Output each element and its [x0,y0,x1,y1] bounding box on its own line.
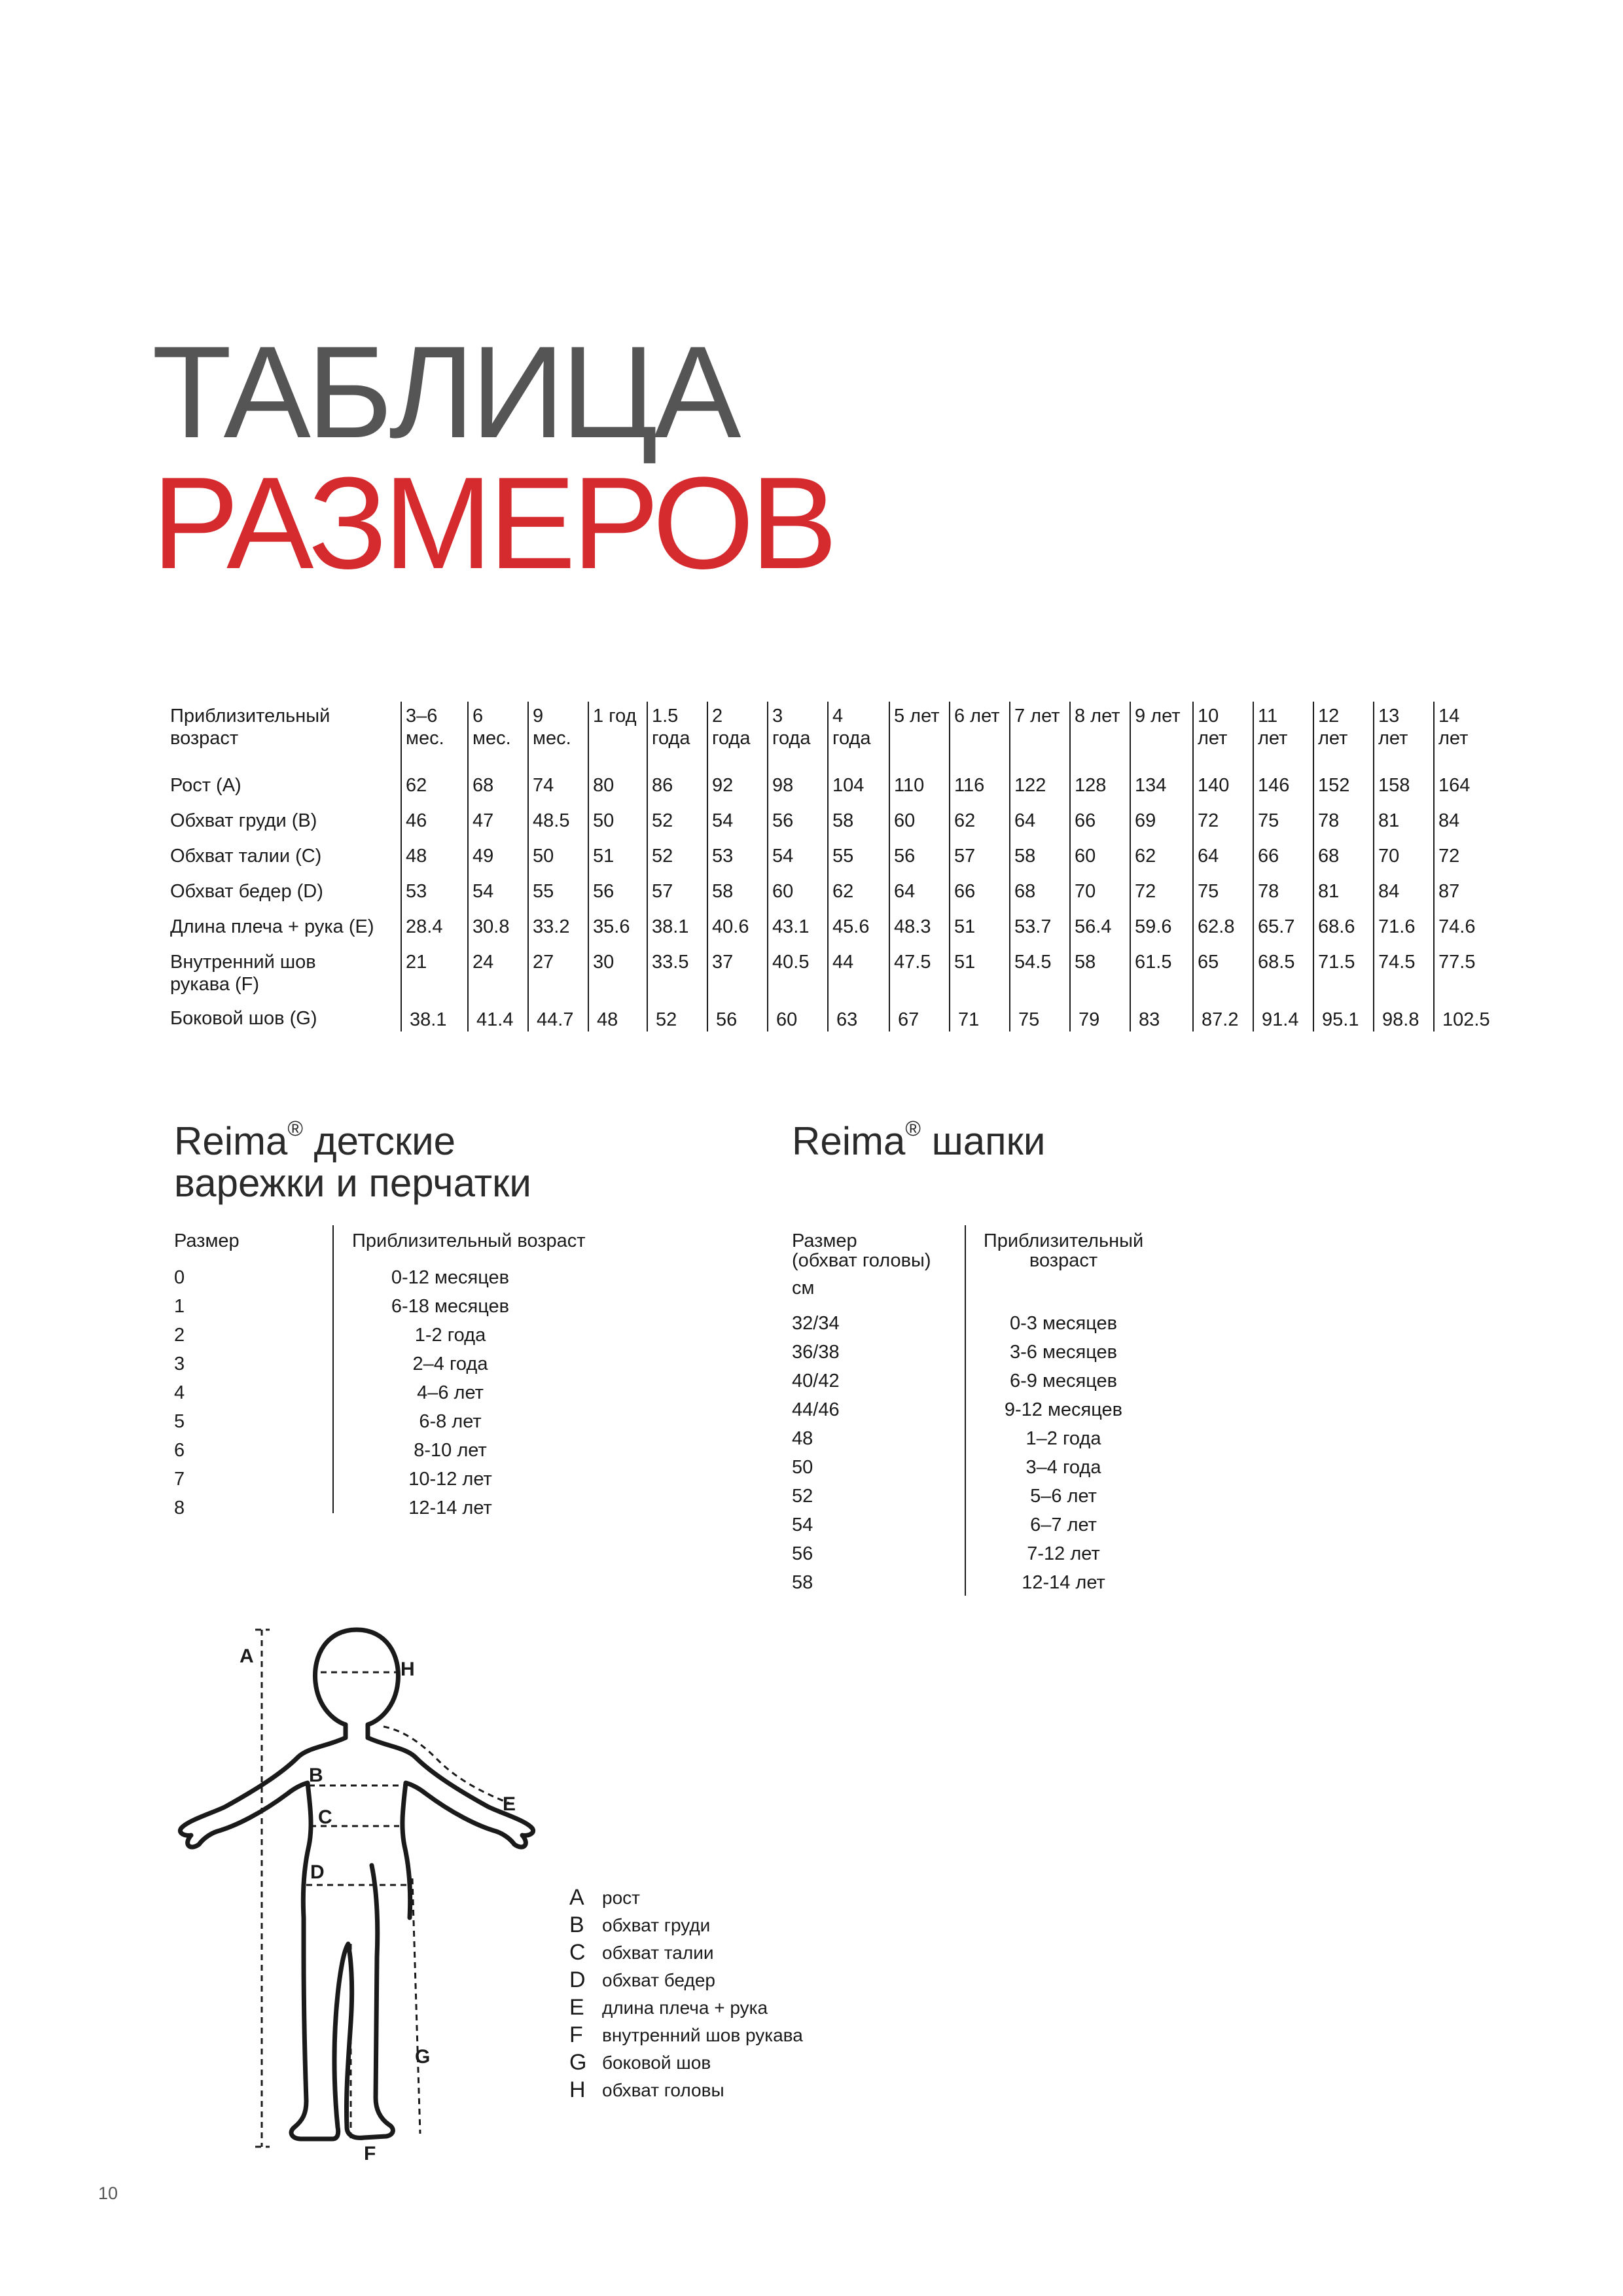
hats-age: 1–2 года [1026,1428,1101,1449]
table-column-divider [889,702,890,1031]
table-cell: 54 [473,881,494,902]
table-cell: 158 [1378,775,1410,796]
table-cell: 54 [772,846,794,867]
table-column-header: лет [1318,728,1348,749]
table-column-header: лет [1198,728,1228,749]
table-cell: 64 [1014,810,1036,831]
legend-letter: B [569,1912,584,1937]
gloves-col-size: Размер [174,1230,240,1251]
table-column-divider [1069,702,1071,1031]
table-column-header: мес. [473,728,511,749]
table-cell: 55 [832,846,854,867]
table-column-header: 14 [1438,706,1460,726]
gloves-age: 4–6 лет [417,1382,484,1403]
hats-title-rest: шапки [920,1119,1046,1163]
table-cell: 87.2 [1202,1009,1239,1030]
table-cell: 140 [1198,775,1230,796]
table-column-header: 1.5 [652,706,679,726]
gloves-age: 8-10 лет [414,1440,487,1461]
table-column-header: мес. [406,728,444,749]
registered-mark: ® [287,1117,303,1140]
table-column-header: 2 [712,706,723,726]
hats-size: 36/38 [792,1342,840,1363]
table-column-header: 7 лет [1014,706,1060,726]
table-cell: 24 [473,952,494,973]
table-cell: 68 [473,775,494,796]
gloves-size: 0 [174,1267,185,1288]
gloves-size: 5 [174,1411,185,1432]
hats-size: 52 [792,1486,813,1507]
table-column-header: лет [1438,728,1469,749]
table-cell: 62 [1135,846,1156,867]
table-cell: 58 [1014,846,1036,867]
table-cell: 91.4 [1262,1009,1299,1030]
table-cell: 56 [716,1009,738,1030]
table-cell: 104 [832,775,865,796]
table-cell: 54.5 [1014,952,1052,973]
table-cell: 58 [832,810,854,831]
table-cell: 102.5 [1442,1009,1490,1030]
table-row-label: Обхват груди (B) [170,810,317,831]
hats-size: 50 [792,1457,813,1478]
table-cell: 48.3 [894,916,931,937]
table-cell: 84 [1378,881,1400,902]
table-cell: 21 [406,952,427,973]
table-cell: 51 [954,916,976,937]
table-cell: 69 [1135,810,1156,831]
table-cell: 45.6 [832,916,870,937]
hats-size: 44/46 [792,1399,840,1420]
hats-age: 7-12 лет [1027,1543,1100,1564]
table-cell: 61.5 [1135,952,1172,973]
gloves-title-rest: детские [302,1119,455,1163]
table-cell: 48 [406,846,427,867]
table-cell: 54 [712,810,734,831]
table-column-header: лет [1378,728,1408,749]
table-cell: 80 [593,775,615,796]
table-cell: 60 [1075,846,1096,867]
table-cell: 72 [1135,881,1156,902]
table-cell: 146 [1258,775,1290,796]
table-cell: 68.6 [1318,916,1355,937]
hats-size: 54 [792,1515,813,1535]
gloves-size: 6 [174,1440,185,1461]
table-column-header: 8 лет [1075,706,1120,726]
table-cell: 58 [1075,952,1096,973]
table-row-label: Боковой шов (G) [170,1008,317,1029]
legend-text: боковой шов [602,2053,711,2073]
table-cell: 51 [593,846,615,867]
table-cell: 60 [776,1009,798,1030]
table-column-header: 3–6 [406,706,438,726]
hats-age: 9-12 месяцев [1004,1399,1123,1420]
table-cell: 74.6 [1438,916,1476,937]
table-cell: 57 [954,846,976,867]
table-cell: 47.5 [894,952,931,973]
hats-col-size-1: Размер [792,1230,857,1251]
hats-size: 32/34 [792,1313,840,1334]
table-row-label: Рост (A) [170,775,241,796]
table-cell: 122 [1014,775,1046,796]
table-cell: 62 [406,775,427,796]
table-cell: 70 [1075,881,1096,902]
table-cell: 66 [1075,810,1096,831]
table-column-divider [1009,702,1010,1031]
table-cell: 66 [1258,846,1279,867]
table-cell: 98.8 [1382,1009,1419,1030]
hats-age: 3-6 месяцев [1009,1342,1118,1363]
figure-label-b: B [309,1765,323,1786]
table-cell: 56 [593,881,615,902]
figure-right-outline [368,1738,533,1918]
table-row-label: Обхват бедер (D) [170,881,323,902]
table-cell: 50 [593,810,615,831]
table-cell: 52 [652,846,673,867]
table-cell: 70 [1378,846,1400,867]
table-cell: 43.1 [772,916,810,937]
table-cell: 62 [832,881,854,902]
table-cell: 52 [652,810,673,831]
hats-col-age-2: возраст [1029,1250,1098,1271]
hats-age: 6–7 лет [1030,1515,1097,1535]
table-cell: 58 [712,881,734,902]
table-cell: 75 [1258,810,1279,831]
table-cell: 62.8 [1198,916,1235,937]
table-column-divider [527,702,529,1031]
table-cell: 65.7 [1258,916,1295,937]
hats-brand: Reima [792,1119,906,1163]
child-measurement-figure [164,1617,556,2166]
table-column-header: года [712,728,751,749]
table-cell: 77.5 [1438,952,1476,973]
table-cell: 72 [1438,846,1460,867]
legend-letter: A [569,1885,584,1910]
table-cell: 53 [712,846,734,867]
gloves-age: 10-12 лет [408,1469,492,1490]
table-column-divider [767,702,768,1031]
table-cell: 56 [894,846,916,867]
hats-col-age-1: Приблизительный [983,1230,1144,1251]
table-cell: 67 [898,1009,919,1030]
table-cell: 134 [1135,775,1167,796]
figure-label-e: E [503,1793,516,1815]
table-cell: 71.6 [1378,916,1416,937]
table-cell: 71 [958,1009,980,1030]
hats-size: 48 [792,1428,813,1449]
gloves-size: 8 [174,1498,185,1518]
table-cell: 44 [832,952,854,973]
table-cell: 87 [1438,881,1460,902]
legend-letter: D [569,1967,586,1992]
table-cell: 66 [954,881,976,902]
table-cell: 56.4 [1075,916,1112,937]
table-cell: 74.5 [1378,952,1416,973]
table-column-header: 5 лет [894,706,940,726]
table-cell: 44.7 [537,1009,574,1030]
table-cell: 65 [1198,952,1219,973]
table-cell: 60 [894,810,916,831]
page-title-line1: ТАБЛИЦА [152,319,738,465]
table-column-divider [1192,702,1194,1031]
legend-text: обхват талии [602,1943,714,1963]
registered-mark: ® [905,1117,921,1140]
gloves-brand: Reima [174,1119,288,1163]
gloves-size: 7 [174,1469,185,1490]
hats-age: 5–6 лет [1030,1486,1097,1507]
hats-size: 56 [792,1543,813,1564]
arm-measure-line [383,1727,509,1803]
table-cell: 57 [652,881,673,902]
table-cell: 164 [1438,775,1471,796]
table-cell: 35.6 [593,916,630,937]
gloves-size: 1 [174,1296,185,1317]
table-column-header: 9 [533,706,544,726]
table-column-header: 12 [1318,706,1340,726]
table-cell: 72 [1198,810,1219,831]
table-cell: 51 [954,952,976,973]
hats-title [792,1113,1045,1162]
table-column-divider [1253,702,1254,1031]
table-cell: 78 [1258,881,1279,902]
legend-text: внутренний шов рукава [602,2025,803,2045]
table-column-header: 6 [473,706,484,726]
table-cell: 116 [954,775,985,796]
table-column-header: года [832,728,871,749]
table-cell: 110 [894,775,925,796]
table-cell: 98 [772,775,794,796]
hats-age: 0-3 месяцев [1009,1313,1118,1334]
hats-size: 40/42 [792,1371,840,1391]
table-cell: 50 [533,846,554,867]
legend-letter: G [569,2050,587,2075]
legend-letter: F [569,2022,583,2047]
hats-size: 58 [792,1572,813,1593]
table-header-label: Приблизительный [170,706,330,726]
table-column-header: лет [1258,728,1288,749]
legend-text: обхват головы [602,2080,724,2100]
table-column-divider [827,702,829,1031]
table-column-header: 9 лет [1135,706,1181,726]
table-column-header: 11 [1258,706,1278,726]
figure-label-c: C [318,1806,332,1828]
gloves-age: 6-8 лет [419,1411,482,1432]
table-cell: 48 [597,1009,618,1030]
table-cell: 152 [1318,775,1350,796]
table-header-label: возраст [170,728,239,749]
gloves-age: 1-2 года [414,1325,486,1346]
figure-label-g: G [415,2046,431,2068]
table-cell: 74 [533,775,554,796]
table-cell: 81 [1378,810,1400,831]
table-cell: 33.5 [652,952,689,973]
table-cell: 60 [772,881,794,902]
figure-label-d: D [310,1861,325,1883]
table-cell: 78 [1318,810,1340,831]
table-column-divider [401,702,402,1031]
table-cell: 68.5 [1258,952,1295,973]
gloves-size: 4 [174,1382,185,1403]
gloves-col-age: Приблизительный возраст [352,1230,586,1251]
gloves-age: 0-12 месяцев [391,1267,510,1288]
legend-letter: E [569,1995,584,2020]
figure-label-h: H [401,1659,415,1680]
hats-age: 3–4 года [1026,1457,1101,1478]
table-column-divider [647,702,648,1031]
table-cell: 68 [1014,881,1036,902]
table-column-header: 3 [772,706,783,726]
gloves-age: 2–4 года [412,1354,488,1374]
table-column-divider [707,702,708,1031]
table-column-divider [1130,702,1131,1031]
table-cell: 30 [593,952,615,973]
table-cell: 63 [836,1009,858,1030]
table-column-header: 1 год [593,706,637,726]
gloves-age: 6-18 месяцев [391,1296,510,1317]
table-column-header: года [772,728,811,749]
table-column-header: 6 лет [954,706,1000,726]
legend-letter: C [569,1940,586,1965]
legend-text: обхват бедер [602,1970,715,1990]
table-cell: 49 [473,846,494,867]
gloves-divider [332,1225,334,1513]
table-cell: 128 [1075,775,1107,796]
table-cell: 53.7 [1014,916,1052,937]
table-cell: 95.1 [1322,1009,1359,1030]
table-cell: 27 [533,952,554,973]
gloves-title [174,1113,531,1204]
table-column-header: года [652,728,690,749]
table-cell: 64 [1198,846,1219,867]
page-number: 10 [98,2183,118,2203]
table-cell: 64 [894,881,916,902]
table-column-divider [1313,702,1314,1031]
hats-col-size-3: см [792,1278,815,1299]
hats-age: 6-9 месяцев [1009,1371,1118,1391]
figure-label-f: F [364,2143,376,2164]
figure-head [315,1630,357,1738]
legend-letter: H [569,2077,586,2102]
table-cell: 30.8 [473,916,510,937]
table-cell: 79 [1079,1009,1100,1030]
table-cell: 56 [772,810,794,831]
table-cell: 37 [712,952,734,973]
table-cell: 53 [406,881,427,902]
hats-divider [965,1225,966,1596]
table-cell: 28.4 [406,916,443,937]
table-column-divider [1433,702,1435,1031]
table-cell: 33.2 [533,916,570,937]
hats-age: 12-14 лет [1022,1572,1105,1593]
gloves-title-line2: варежки и перчатки [174,1161,531,1205]
table-row-label: рукава (F) [170,974,260,995]
table-row-label: Обхват талии (C) [170,846,322,867]
table-cell: 62 [954,810,976,831]
legend-text: длина плеча + рука [602,1998,768,2018]
table-cell: 86 [652,775,673,796]
table-column-divider [949,702,950,1031]
table-column-header: 4 [832,706,844,726]
table-cell: 75 [1198,881,1219,902]
table-cell: 83 [1139,1009,1160,1030]
table-column-divider [467,702,469,1031]
table-column-header: 10 [1198,706,1219,726]
table-column-header: 13 [1378,706,1400,726]
side-seam-line [412,1878,420,2134]
table-cell: 48.5 [533,810,570,831]
figure-label-a: A [240,1645,254,1667]
table-cell: 55 [533,881,554,902]
table-column-divider [588,702,589,1031]
table-cell: 38.1 [652,916,689,937]
table-cell: 84 [1438,810,1460,831]
gloves-size: 2 [174,1325,185,1346]
table-row-label: Длина плеча + рука (E) [170,916,374,937]
hats-col-size-2: (обхват головы) [792,1250,931,1271]
table-column-header: мес. [533,728,571,749]
table-cell: 75 [1018,1009,1040,1030]
page-title-line2: РАЗМЕРОВ [152,450,834,596]
table-cell: 52 [656,1009,677,1030]
table-cell: 92 [712,775,734,796]
table-cell: 40.6 [712,916,749,937]
legend-text: рост [602,1888,640,1908]
gloves-age: 12-14 лет [408,1498,492,1518]
legend-text: обхват груди [602,1915,711,1935]
table-cell: 68 [1318,846,1340,867]
table-cell: 41.4 [476,1009,514,1030]
table-cell: 81 [1318,881,1340,902]
table-row-label: Внутренний шов [170,952,316,973]
table-cell: 59.6 [1135,916,1172,937]
table-column-divider [1373,702,1374,1031]
table-cell: 46 [406,810,427,831]
figure-left-outline [180,1738,393,2139]
table-cell: 38.1 [410,1009,447,1030]
table-cell: 47 [473,810,494,831]
table-cell: 71.5 [1318,952,1355,973]
table-cell: 40.5 [772,952,810,973]
gloves-size: 3 [174,1354,185,1374]
